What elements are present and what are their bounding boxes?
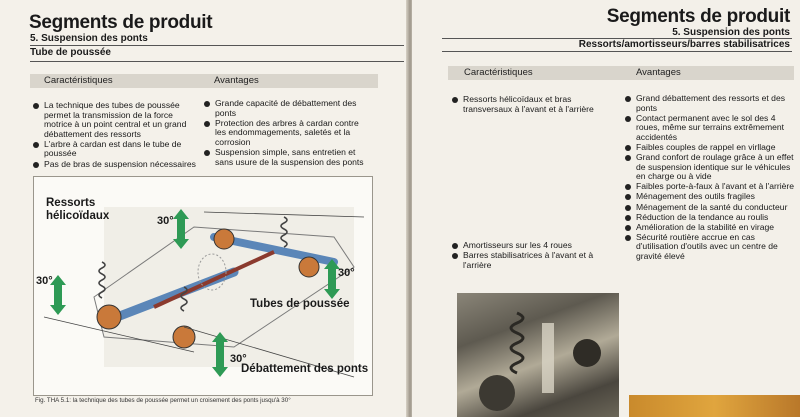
list-item: Barres stabilisatrices à l'avant et à l'arrière (452, 251, 614, 270)
list-item: Amortisseurs sur les 4 roues (452, 241, 614, 251)
divider (30, 61, 404, 62)
list-item: Ressorts hélicoïdaux et bras transversaux à l'avant et à l'arrière (452, 95, 614, 114)
topic-subtitle-right: Ressorts/amortisseurs/barres stabilisatrices (578, 39, 790, 50)
characteristics-list-right-top (452, 95, 614, 115)
list-item: Amélioration de la stabilité en virage (625, 223, 795, 233)
list-item: L'arbre à cardan est dans le tube de poussée (33, 140, 203, 159)
label-axle-travel: Débattement des ponts (241, 363, 369, 375)
list-item: Protection des arbres à cardan contre les endommagements, saletés et la corrosion (204, 119, 364, 148)
characteristics-list-left (33, 101, 203, 170)
wheel-hub (97, 305, 121, 329)
list-item: Faibles couples de rappel en virllage (625, 143, 795, 153)
list-item: Grande capacité de débattement des ponts (204, 99, 364, 118)
list-item: Ménagement des outils fragiles (625, 192, 795, 202)
label-thrust-tubes: Tubes de poussée (250, 298, 350, 310)
suspension-photo (457, 293, 619, 417)
topic-subtitle-left: Tube de poussée (30, 47, 111, 58)
page-title-left: Segments de produit (29, 12, 213, 33)
label-springs-1: Ressorts (46, 197, 96, 209)
table-header-left (30, 74, 378, 88)
list-item: Réduction de la tendance au roulis (625, 213, 795, 223)
characteristics-list-right-bottom (452, 241, 614, 271)
divider (442, 51, 792, 52)
angle-label: 30° (338, 267, 355, 279)
list-item: Sécurité routière accrue en cas d'utilisation d'outils avec un centre de gravité élevé (625, 233, 795, 262)
angle-label: 30° (36, 275, 53, 287)
list-item: Pas de bras de suspension nécessaires (33, 160, 203, 170)
angle-label: 30° (157, 215, 174, 227)
section-subtitle-left: 5. Suspension des ponts (30, 33, 148, 44)
advantages-list-left (204, 99, 364, 168)
advantages-list-right (625, 94, 795, 262)
list-item: Contact permanent avec le sol des 4 roues, même sur terrains extrêmement accidentés (625, 114, 795, 143)
table-header-right (448, 66, 794, 80)
divider (30, 45, 404, 46)
label-springs-2: hélicoïdaux (46, 210, 110, 222)
list-item: Suspension simple, sans entretien et sans usure de la suspension des ponts (204, 148, 364, 167)
col-characteristics-label: Caractéristiques (44, 75, 113, 86)
list-item: Grand débattement des ressorts et des ponts (625, 94, 795, 113)
wheel-hub (299, 257, 319, 277)
list-item: Ménagement de la santé du conducteur (625, 203, 795, 213)
angle-label: 30° (230, 353, 247, 365)
col-advantages-label: Avantages (636, 67, 681, 78)
figure-caption: Fig. THA 5.1: la technique des tubes de poussée permet un croisement des ponts jusqu'à 30° (35, 397, 291, 404)
list-item: La technique des tubes de poussée permet la transmission de la force motrice à un point central et un grand débattement des ressorts (33, 101, 203, 139)
list-item: Faibles porte-à-faux à l'avant et à l'arrière (625, 182, 795, 192)
col-characteristics-label: Caractéristiques (464, 67, 533, 78)
axle-diagram-figure (33, 176, 373, 396)
section-subtitle-right: 5. Suspension des ponts (672, 27, 790, 38)
page-title-right: Segments de produit (606, 6, 790, 27)
vehicle-photo (629, 395, 800, 417)
list-item: Grand confort de roulage grâce à un effet de suspension identique sur le véhicules en charge ou à vide (625, 153, 795, 182)
col-advantages-label: Avantages (214, 75, 259, 86)
wheel-hub (214, 229, 234, 249)
